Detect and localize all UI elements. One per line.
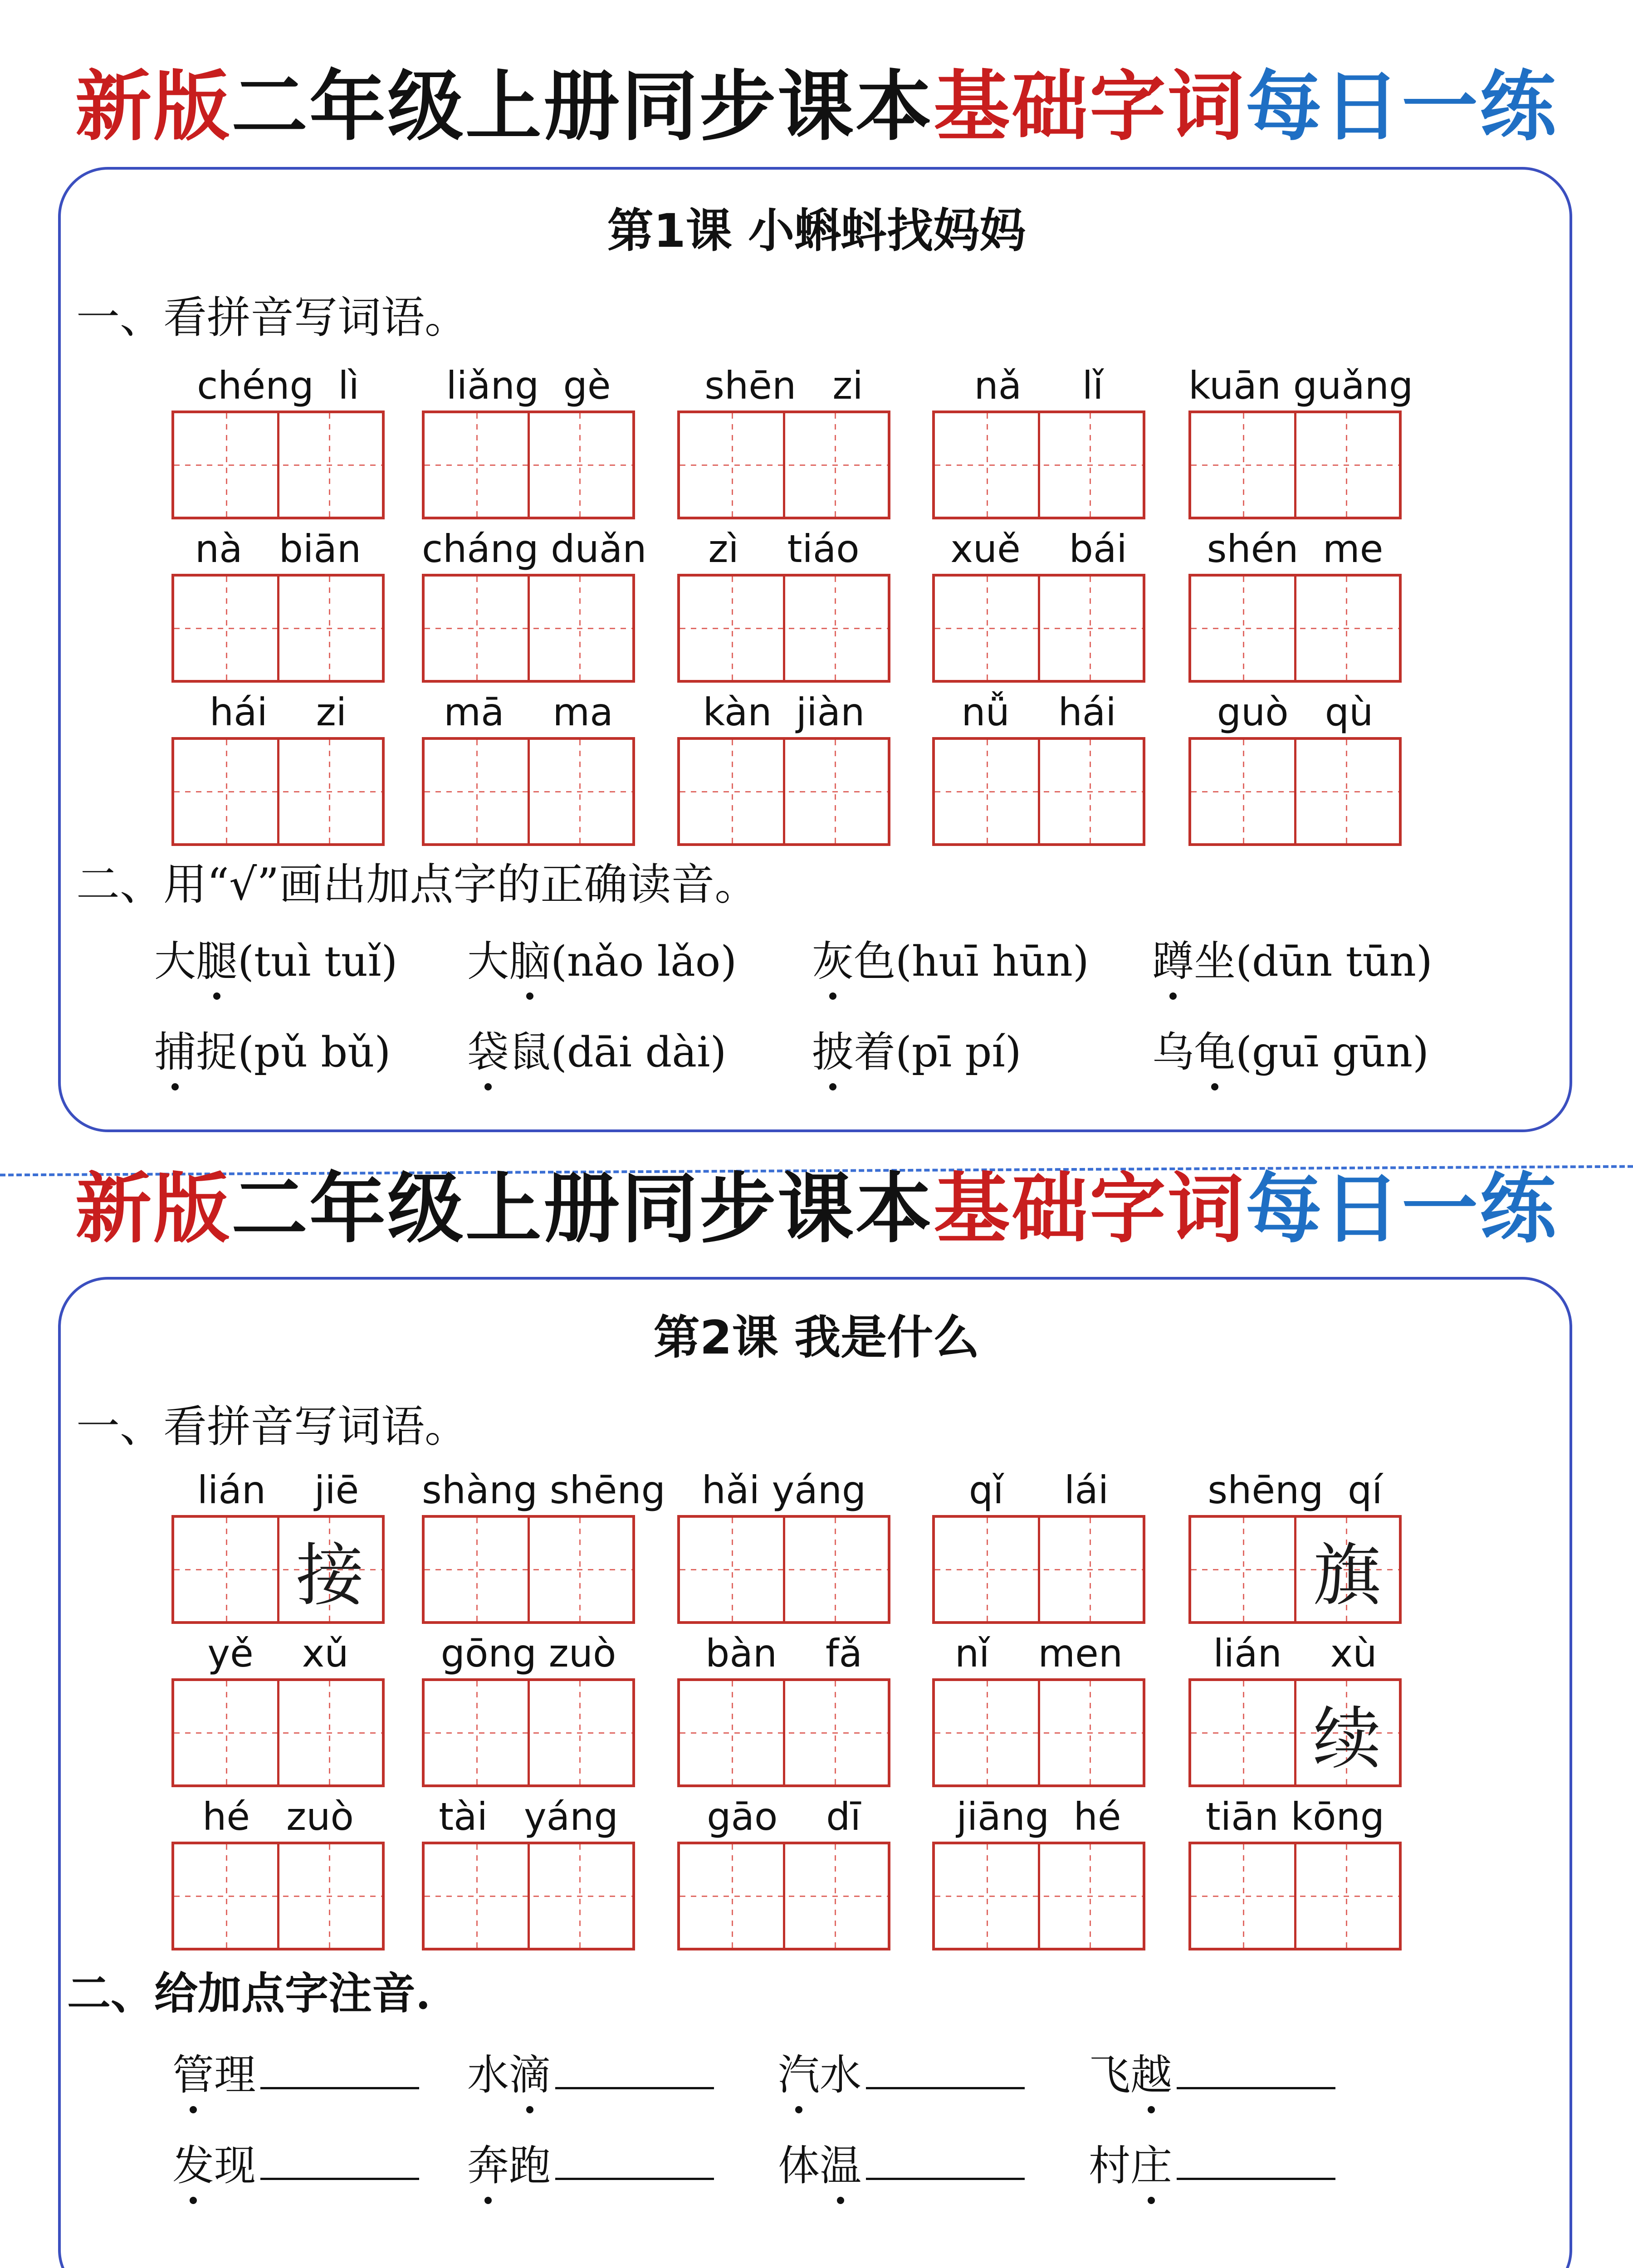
dotted-character: 蹲 <box>1152 934 1194 989</box>
pinyin-options[interactable]: (nǎo lǎo) <box>551 937 737 986</box>
dotted-character: 汽 <box>778 2048 820 2102</box>
dotted-word <box>778 2051 861 2099</box>
pinyin-label: xuě bái <box>950 527 1127 571</box>
character: 大 <box>154 937 196 986</box>
character: 现 <box>214 2141 256 2190</box>
character: 色 <box>854 937 896 986</box>
dotted-character: 奔 <box>467 2139 509 2193</box>
tianzige-box[interactable] <box>171 1515 385 1624</box>
pinyin-choice-item <box>1152 1025 1429 1080</box>
tianzige-box[interactable] <box>422 1515 635 1624</box>
tianzige-box[interactable] <box>171 1842 385 1950</box>
banner-part-1: 新版 <box>75 1164 231 1253</box>
dotted-character: 温 <box>820 2139 861 2193</box>
annotate-item <box>172 2048 419 2102</box>
character: 大 <box>467 937 509 986</box>
annotate-item <box>778 2048 1025 2102</box>
banner-title <box>0 57 1633 156</box>
pinyin-label: tài yáng <box>439 1794 618 1839</box>
tianzige-box[interactable] <box>422 411 635 519</box>
tianzige-box[interactable] <box>677 1842 890 1950</box>
dotted-character: 庄 <box>1130 2139 1172 2193</box>
character: 乌 <box>1152 1028 1194 1076</box>
tianzige-box[interactable] <box>422 1678 635 1787</box>
pinyin-label: qǐ lái <box>968 1468 1109 1512</box>
pinyin-choice-item <box>467 1025 726 1080</box>
dotted-word <box>467 937 551 986</box>
dotted-character: 脑 <box>509 934 551 989</box>
tianzige-box[interactable] <box>932 1678 1145 1787</box>
tianzige-box[interactable] <box>422 1842 635 1950</box>
pinyin-options[interactable]: (pǔ bǔ) <box>238 1028 391 1076</box>
answer-blank[interactable] <box>555 2141 714 2180</box>
section-2-heading: 二、给加点字注音. <box>67 1968 431 2019</box>
dotted-word <box>154 1028 238 1076</box>
pinyin-label: shēn zi <box>704 363 863 408</box>
answer-blank[interactable] <box>866 2051 1025 2089</box>
tianzige-box[interactable] <box>1188 1842 1402 1950</box>
pinyin-label: nǐ men <box>954 1631 1123 1676</box>
character: 捉 <box>196 1028 238 1076</box>
character: 理 <box>214 2051 256 2099</box>
tianzige-box[interactable] <box>677 1515 890 1624</box>
tianzige-box[interactable] <box>1188 411 1402 519</box>
pinyin-choice-item <box>154 934 397 989</box>
lesson-title: 第2课 我是什么 <box>653 1311 980 1365</box>
character: 体 <box>778 2141 820 2190</box>
pinyin-label: bàn fǎ <box>705 1631 862 1676</box>
dotted-character: 越 <box>1130 2048 1172 2102</box>
annotate-item <box>1089 2139 1335 2193</box>
dotted-character: 管 <box>172 2048 214 2102</box>
pinyin-label: gōng zuò <box>440 1631 616 1676</box>
tianzige-box[interactable] <box>932 1842 1145 1950</box>
pinyin-options[interactable]: (dāi dài) <box>551 1028 727 1076</box>
banner-part-4: 每日一练 <box>1246 1164 1558 1253</box>
dotted-character: 捕 <box>154 1025 196 1080</box>
dotted-character: 龟 <box>1194 1025 1236 1080</box>
tianzige-box[interactable] <box>932 411 1145 519</box>
section-2-heading: 二、用“√”画出加点字的正确读音。 <box>76 859 758 910</box>
character: 坐 <box>1194 937 1236 986</box>
tianzige-box[interactable] <box>171 411 385 519</box>
pinyin-label: shēng qí <box>1208 1468 1383 1512</box>
pinyin-options[interactable]: (dūn tūn) <box>1236 937 1433 986</box>
tianzige-box[interactable] <box>677 574 890 683</box>
dotted-word <box>467 1028 551 1076</box>
character: 飞 <box>1089 2051 1131 2099</box>
answer-blank[interactable] <box>1177 2051 1335 2089</box>
character: 跑 <box>509 2141 551 2190</box>
pinyin-label: nà biān <box>195 527 362 571</box>
banner-part-3: 基础字词 <box>934 62 1246 151</box>
answer-blank[interactable] <box>260 2051 419 2089</box>
dotted-word <box>154 937 238 986</box>
pinyin-options[interactable]: (guī gūn) <box>1236 1028 1429 1076</box>
annotate-item <box>1089 2048 1335 2102</box>
tianzige-box[interactable] <box>1188 1678 1402 1787</box>
tianzige-box[interactable] <box>171 1678 385 1787</box>
dotted-word <box>812 1028 895 1076</box>
dotted-word <box>812 937 895 986</box>
dotted-word <box>1152 937 1236 986</box>
pinyin-choice-item <box>812 934 1089 989</box>
answer-blank[interactable] <box>555 2051 714 2089</box>
pinyin-label: lián jiē <box>197 1468 359 1512</box>
tianzige-box[interactable] <box>1188 737 1402 846</box>
tianzige-box[interactable] <box>1188 1515 1402 1624</box>
pinyin-options[interactable]: (huī hūn) <box>895 937 1089 986</box>
banner-part-4: 每日一练 <box>1246 62 1558 151</box>
annotate-item <box>778 2139 1025 2193</box>
section-1-heading: 一、看拼音写词语。 <box>76 292 468 343</box>
pinyin-label: nǚ hái <box>961 690 1116 734</box>
pinyin-choice-item <box>1152 934 1433 989</box>
tianzige-box[interactable] <box>171 574 385 683</box>
dotted-character: 滴 <box>509 2048 551 2102</box>
banner-part-1: 新版 <box>75 62 231 151</box>
pinyin-label: cháng duǎn <box>422 527 647 571</box>
pinyin-label: kuān guǎng <box>1188 363 1413 408</box>
pinyin-choice-item <box>154 1025 391 1080</box>
dotted-word <box>778 2141 861 2190</box>
pinyin-label: hái zi <box>209 690 347 734</box>
character: 水 <box>820 2051 862 2099</box>
dotted-word <box>1089 2051 1172 2099</box>
pinyin-label: kàn jiàn <box>703 690 865 734</box>
pinyin-label: shén me <box>1207 527 1384 571</box>
pinyin-label: hé zuò <box>202 1794 354 1839</box>
pinyin-options[interactable]: (tuì tuǐ) <box>238 937 398 986</box>
tianzige-box[interactable] <box>677 1678 890 1787</box>
pinyin-label: gāo dī <box>707 1794 861 1839</box>
tianzige-box[interactable] <box>1188 574 1402 683</box>
dotted-word <box>467 2141 551 2190</box>
pinyin-label: lián xù <box>1213 1631 1377 1676</box>
dotted-character: 披 <box>812 1025 854 1080</box>
dotted-word <box>1089 2141 1172 2190</box>
annotate-item <box>467 2139 714 2193</box>
tianzige-box[interactable] <box>932 1515 1145 1624</box>
section-1-heading: 一、看拼音写词语。 <box>76 1401 468 1452</box>
filled-character: 续 <box>1313 1700 1381 1779</box>
dotted-word <box>172 2141 256 2190</box>
dotted-word <box>467 2051 551 2099</box>
pinyin-label: jiāng hé <box>956 1794 1121 1839</box>
lesson-title: 第1课 小蝌蚪找妈妈 <box>607 204 1026 258</box>
pinyin-label: zì tiáo <box>708 527 860 571</box>
pinyin-label: mā ma <box>444 690 613 734</box>
tianzige-box[interactable] <box>677 411 890 519</box>
answer-blank[interactable] <box>1177 2141 1335 2180</box>
tianzige-box[interactable] <box>422 737 635 846</box>
pinyin-label: tiān kōng <box>1205 1794 1385 1839</box>
dotted-word <box>172 2051 256 2099</box>
annotate-item <box>467 2048 714 2102</box>
pinyin-label: nǎ lǐ <box>974 363 1104 408</box>
tianzige-box[interactable] <box>932 574 1145 683</box>
pinyin-choice-item <box>812 1025 1022 1080</box>
answer-blank[interactable] <box>260 2141 419 2180</box>
dotted-character: 袋 <box>467 1025 509 1080</box>
character: 鼠 <box>509 1028 551 1076</box>
pinyin-label: guò qù <box>1217 690 1374 734</box>
tianzige-box[interactable] <box>422 574 635 683</box>
dotted-character: 发 <box>172 2139 214 2193</box>
banner-part-3: 基础字词 <box>934 1164 1246 1253</box>
pinyin-label: liǎng gè <box>446 363 611 408</box>
answer-blank[interactable] <box>866 2141 1025 2180</box>
tianzige-box[interactable] <box>932 737 1145 846</box>
banner-part-2: 二年级上册同步课本 <box>231 62 934 151</box>
filled-character: 接 <box>296 1536 364 1615</box>
tianzige-box[interactable] <box>171 737 385 846</box>
character: 着 <box>854 1028 896 1076</box>
pinyin-label: yě xǔ <box>207 1631 349 1676</box>
pinyin-options[interactable]: (pī pí) <box>895 1028 1022 1076</box>
character: 水 <box>467 2051 509 2099</box>
annotate-item <box>172 2139 419 2193</box>
tianzige-box[interactable] <box>677 737 890 846</box>
dotted-word <box>1152 1028 1236 1076</box>
character: 村 <box>1089 2141 1131 2190</box>
pinyin-choice-item <box>467 934 737 989</box>
banner-title <box>0 1159 1633 1259</box>
banner-part-2: 二年级上册同步课本 <box>231 1164 934 1253</box>
pinyin-label: hǎi yáng <box>701 1468 866 1512</box>
pinyin-label: chéng lì <box>197 363 359 408</box>
filled-character: 旗 <box>1313 1536 1381 1615</box>
pinyin-label: shàng shēng <box>422 1468 665 1512</box>
dotted-character: 腿 <box>196 934 238 989</box>
dotted-character: 灰 <box>812 934 854 989</box>
